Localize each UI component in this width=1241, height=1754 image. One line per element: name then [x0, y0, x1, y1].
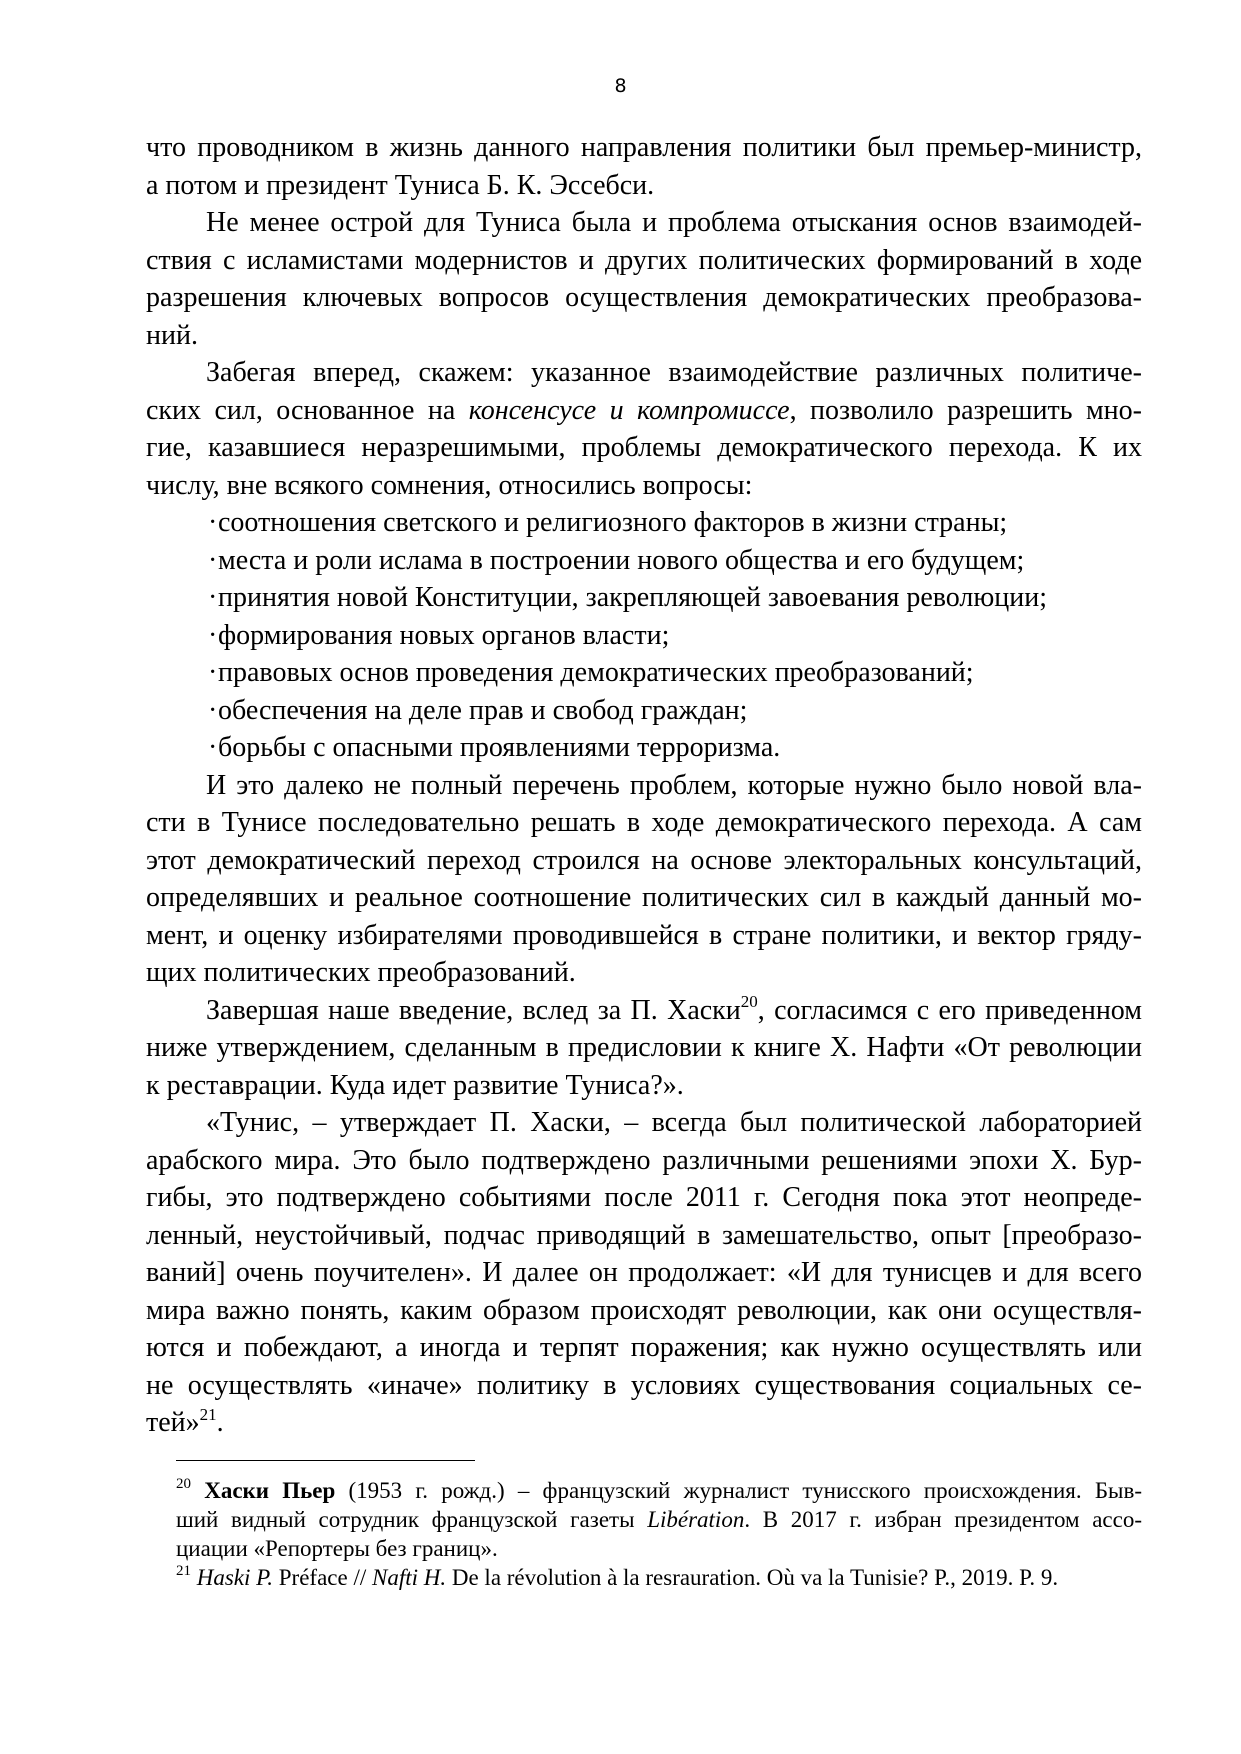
list-item-text: места и роли ислама в построении нового общества и его будущем; — [218, 544, 1025, 576]
bullet-icon: · — [208, 732, 218, 763]
bullet-icon: · — [208, 619, 218, 651]
text-span: тей» — [146, 1407, 200, 1438]
paragraph-line: ются и побеждают, а иногда и терпят поражения; как нужно осуществлять или — [146, 1332, 1142, 1363]
emphasis-text: Libération — [647, 1507, 745, 1532]
list-item — [146, 692, 1142, 730]
text-span: ских сил, основанное на — [146, 394, 469, 426]
list-item — [146, 729, 1142, 767]
footnote-ref: 20 — [740, 992, 758, 1012]
paragraph-line: ленный, неустойчивый, подчас приводящий в замешательство, опыт [преобразо- — [146, 1219, 1142, 1251]
footnote-ref: 21 — [199, 1404, 217, 1424]
text-span: Préface // — [273, 1565, 372, 1590]
emphasis-text: Haski P. — [196, 1565, 273, 1590]
paragraph-line: щих политических преобразований. — [146, 957, 576, 988]
list-item — [146, 654, 1142, 692]
paragraph-line — [146, 1404, 1142, 1442]
paragraph-line: арабского мира. Это было подтверждено различными решениями эпохи Х. Бур- — [146, 1144, 1142, 1176]
main-text — [146, 129, 1142, 1442]
emphasis-text: консенсусе и компромиссе — [468, 394, 790, 426]
paragraph-line: определявших и реальное соотношение политических сил в каждый данный мо- — [146, 882, 1142, 913]
list-item-text: соотношения светского и религиозного факторов в жизни страны; — [218, 507, 1008, 538]
text-span: . — [216, 1407, 224, 1438]
paragraph-line: мент, и оценку избирателями проводившейся в стране политики, и вектор гряду- — [146, 919, 1142, 951]
text-span: , позволило разрешить мно- — [789, 394, 1142, 426]
paragraph-line: что проводником в жизнь данного направления политики был премьер-министр, — [146, 132, 1142, 163]
list-item — [146, 579, 1142, 617]
footnote-number: 20 — [176, 1476, 191, 1493]
emphasis-text: Nafti H. — [371, 1565, 447, 1590]
bullet-icon: · — [208, 657, 218, 688]
footnote-line — [176, 1505, 1142, 1534]
footnotes — [176, 1476, 1142, 1592]
paragraph-line: сти в Тунисе последовательно решать в ходе демократического перехода. А сам — [146, 807, 1142, 838]
bullet-icon: · — [208, 582, 218, 613]
list-item-text: обеспечения на деле прав и свобод граждан; — [218, 694, 748, 726]
paragraph-line: разрешения ключевых вопросов осуществления демократических преобразова- — [146, 282, 1142, 313]
paragraph-line: а потом и президент Туниса Б. К. Эссебси. — [146, 169, 655, 201]
list-item-text: борьбы с опасными проявлениями терроризма. — [218, 732, 781, 763]
paragraph-line: гибы, это подтверждено событиями после 2011 г. Сегодня пока этот неопреде- — [146, 1182, 1142, 1213]
list-item-text: правовых основ проведения демократических преобразований; — [218, 657, 974, 688]
list-item — [146, 542, 1142, 580]
list-item — [146, 617, 1142, 655]
footnote-line — [176, 1476, 1142, 1505]
paragraph-line: Не менее острой для Туниса была и проблема отыскания основ взаимодей- — [206, 207, 1142, 238]
bullet-icon: · — [208, 544, 218, 576]
paragraph-line: Забегая вперед, скажем: указанное взаимодействие различных политиче- — [206, 357, 1142, 388]
text-span: , согласимся с его приведенном — [757, 994, 1142, 1026]
list-item-text: принятия новой Конституции, закрепляющей завоевания революции; — [218, 582, 1048, 613]
paragraph-line — [146, 392, 1142, 430]
paragraph-line — [146, 992, 1142, 1030]
paragraph-line: этот демократический переход строился на основе электоральных консультаций, — [146, 844, 1142, 876]
page-number: 8 — [614, 75, 627, 97]
paragraph-line: числу, вне всякого сомнения, относились вопросы: — [146, 469, 753, 501]
text-span: (1953 г. рожд.) – французский журналист тунисского происхождения. Быв- — [335, 1478, 1143, 1503]
list-item — [146, 504, 1142, 542]
paragraph-line: И это далеко не полный перечень проблем, которые нужно было новой вла- — [206, 769, 1142, 801]
paragraph-line: ний. — [146, 319, 198, 351]
paragraph-line: гие, казавшиеся неразрешимыми, проблемы демократического перехода. К их — [146, 432, 1142, 463]
list-item-text: формирования новых органов власти; — [218, 619, 670, 651]
text-span: . В 2017 г. избран президентом ассо- — [744, 1507, 1142, 1532]
bullet-icon: · — [208, 694, 218, 726]
paragraph-line: к реставрации. Куда идет развитие Туниса?». — [146, 1069, 684, 1101]
paragraph-line: ниже утверждением, сделанным в предисловии к книге Х. Нафти «От революции — [146, 1032, 1142, 1063]
footnote-number: 21 — [176, 1563, 191, 1580]
paragraph-line: «Тунис, – утверждает П. Хаски, – всегда был политической лабораторией — [206, 1107, 1142, 1138]
text-span: De la révolution à la resrauration. Où va la Tunisie? P., 2019. P. 9. — [446, 1565, 1059, 1590]
paragraph-line: ваний] очень поучителен». И далее он продолжает: «И для тунисцев и для всего — [146, 1257, 1142, 1288]
text-span: ший видный сотрудник французской газеты — [176, 1507, 648, 1532]
footnote-author: Хаски Пьер — [204, 1478, 336, 1503]
paragraph-line: мира важно понять, каким образом происходят революции, как они осуществля- — [146, 1294, 1142, 1326]
footnote-line — [176, 1563, 1142, 1592]
paragraph-line: ствия с исламистами модернистов и других политических формирований в ходе — [146, 244, 1142, 276]
footnote-line: циации «Репортеры без границ». — [176, 1536, 498, 1561]
paragraph-line: не осуществлять «иначе» политику в условиях существования социальных се- — [146, 1369, 1142, 1401]
footnote-separator — [176, 1460, 475, 1461]
bullet-icon: · — [208, 507, 218, 538]
text-span: Завершая наше введение, вслед за П. Хаски — [206, 994, 741, 1026]
